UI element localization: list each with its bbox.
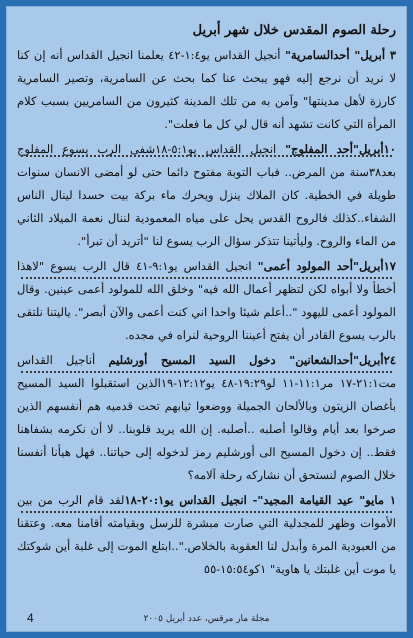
article-body [17,19,396,583]
page-number: 4 [27,611,34,625]
magazine-page [6,6,407,632]
entry-text: انجيل القداس يو٥:١-١٨شفى الرب يسوع المفلوج بعد٣٨سنة من المرض.. فباب التوبة مفتوح دائما حتى لو أمضى الانسان سنوات طويلة في الخطية. كان الملاك ينزل ويحرك ماء بركة بيت حسدا لينال الناس الشفاء..كذلك فالروح القدس يحل على مياه المعمودية لننال نعمة الميلاد الثاني من الماء والروح. وليأتينا تتذكر سؤال الرب يسوع لنا "أتريد أن تبرأ". [17,142,396,248]
entry-text: أنجيل القداس يو١:٤-٤٢ يعلمنا انجيل القداس أنه إن كنا لا نريد أن نرجع إليه فهو يبحث عنا كما بحث عن السامرية، وتصير السامرية كارزة لأهل مدينتها" وآمن به من تلك المدينة كثيرون من السامريين بسبب كلام المرأة التي كانت تشهد أنه قال لي كل ما فعلت". [17,48,396,131]
entry-sunday-blind-man [17,255,396,347]
entry-heading: ١٧أبريل"أحد المولود أعمى" [257,259,396,273]
entry-heading: ٣ أبريل" أحدالسامرية" [284,48,396,62]
section-divider [21,511,392,513]
entry-heading: ١ مايو" عيد القيامة المجيد"- انجيل القداس يو٢٠:١-١٨ [124,493,396,507]
entry-resurrection-feast [17,489,396,581]
entry-heading: ٢٤أبريل"أحدالشعانين" دخول السيد المسيح أورشليم [108,353,396,367]
entry-text: انجيل القداس يو٩:١-٤١ قال الرب يسوع "لاهذا أخطأ ولا أبواه لكن لتظهر أعمال الله فيه" وخلق الله للمولود أعمى عينين. وقال المولود أعمى لليهود "..أعلم شيئا واحدا اني كنت أعمى والآن أبصر". ياليتنا نلتقى بالرب يسوع القادر أن يفتح أعيننا الروحية لنراه في مجده. [17,259,396,342]
entry-palm-sunday [17,349,396,487]
article-title: رحلة الصوم المقدس خلال شهر أبريل [192,23,396,38]
entry-sunday-samaritan [17,44,396,136]
section-divider [21,155,392,157]
section-divider [21,371,392,373]
section-divider [21,277,392,279]
entry-text: لقد قام الرب من بين الأموات وظهر للمجدلية التي صارت مبشرة للرسل وبقيامته أقامنا معه. وعتقنا من العبودية المرة وأبدل لنا العقوبة بالخلاص."..ابتلع الموت إلى غلبة أين شوكتك يا موت أين غلبتك يا هاوية" ١كو١٥:٥٤-٥٥ [17,493,396,576]
footer-text: مجلة مار مرقس، عدد أبريل ٢٠٠٥ [143,614,270,624]
page-footer [7,609,406,627]
entry-heading: ١٠أبريل"أحد المفلوج" [285,142,396,156]
entry-text: أناجيل القداس مت٢١:١-١٧ مر١١:١-١١ لو١٩:٢٩-٤٨ يو١٢:١٢-١٩الذين استقبلوا السيد المسيح بأغصان الزيتون وبالألحان الجميلة ووضعوا ثيابهم تحت قدميه هم أنفسهم الذين صرخوا بعد أيام وقالوا أصلبه ..أصلبه. إن الله يريد قلوبنا.. لا أن نكرمه بشفاهنا فقط.. إن دخول المسيح الى أورشليم رمز لدخوله إلى حياتنا.. فهل هيأنا أنفسنا خلال الصوم لنستحق أن نشاركه رحلة آلامه؟ [17,353,396,482]
